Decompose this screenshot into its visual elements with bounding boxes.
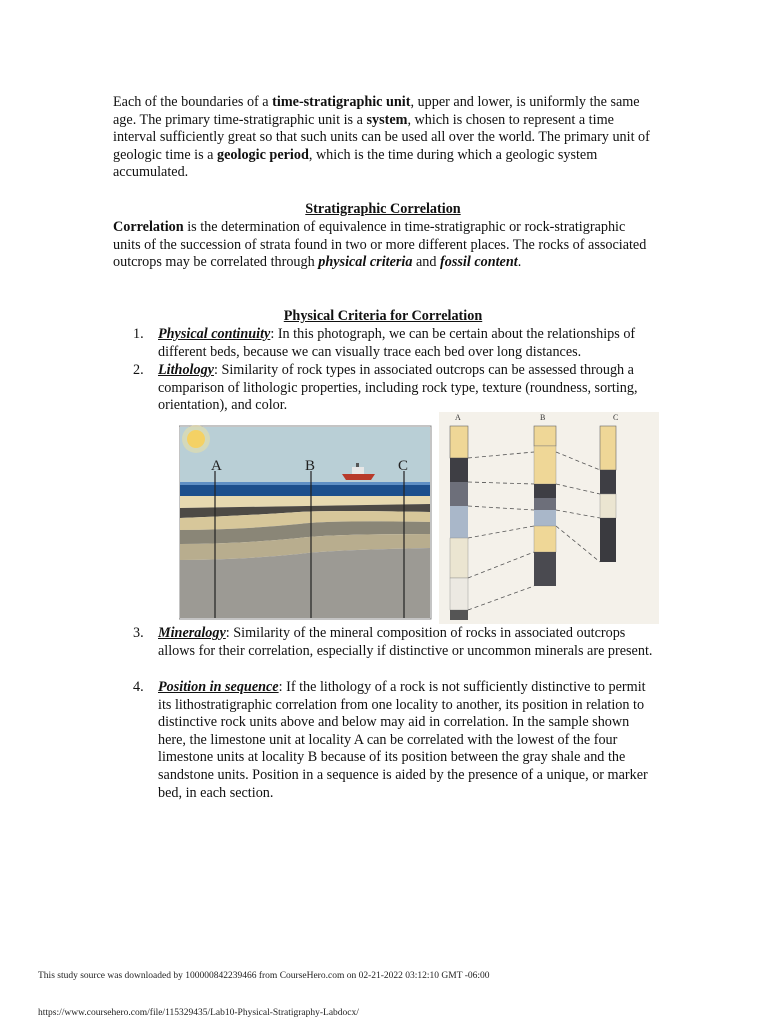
term-system: system [366, 111, 408, 128]
correlation-paragraph [113, 219, 653, 272]
list-item-text: : Similarity of rock types in associated outcrops can be assessed through a comparison of lithologic properties, including rock type, texture (roundness, sorting, orientation), and color. [158, 362, 638, 414]
column-label-c: C [613, 413, 619, 422]
heading-stratigraphic-correlation: Stratigraphic Correlation [305, 201, 461, 217]
term-fossil-content: fossil content [440, 254, 518, 271]
label-a: A [211, 458, 222, 474]
term-geologic-period: geologic period [217, 146, 309, 163]
correlation-text-1: is the determination of equivalence in time-stratigraphic or rock-stratigraphic units of the succession of strata found in two or more different places. The rocks of associated outcrops may be correlated through [113, 219, 647, 271]
term-time-stratigraphic-unit: time-stratigraphic unit [272, 94, 411, 110]
term-mineralogy: Mineralogy [158, 625, 226, 641]
term-correlation: Correlation [113, 219, 184, 235]
heading-physical-criteria: Physical Criteria for Correlation [283, 308, 483, 324]
list-item-text: : Similarity of the mineral composition of rocks in associated outcrops allows for their correlation, especially if distinctive or uncommon minerals are present. [158, 625, 653, 659]
term-position-in-sequence: Position in sequence [158, 679, 279, 695]
column-a [450, 426, 468, 620]
list-number: 4. [133, 679, 144, 695]
label-c: C [398, 458, 409, 474]
column-c [600, 426, 616, 562]
stratigraphy-figure [179, 412, 659, 624]
download-notice: This study source was downloaded by 100000842239466 from CourseHero.com on 02-21-2022 03:12:10 GMT -06:00 [38, 971, 490, 981]
correlation-text-2: and [412, 254, 441, 271]
cross-section-illustration [179, 425, 431, 619]
term-physical-criteria: physical criteria [318, 254, 413, 271]
label-b: B [305, 458, 316, 474]
intro-text-3: , which is chosen to represent a time interval sufficiently great so that such units can be used all over the world. The primary unit of geologic time is a [113, 111, 650, 163]
list-item-text: : In this photograph, we can be certain about the relationships of different beds, because we can visually trace each bed over long distances. [158, 326, 636, 360]
term-physical-continuity: Physical continuity [158, 326, 271, 342]
intro-paragraph [113, 94, 653, 182]
column-label-a: A [455, 413, 461, 422]
term-lithology: Lithology [158, 362, 214, 378]
intro-text-4: , which is the time during which a geologic system accumulated. [113, 146, 598, 181]
intro-text-1: Each of the boundaries of a [113, 94, 273, 110]
source-url: https://www.coursehero.com/file/115329435/Lab10-Physical-Stratigraphy-Labdocx/ [38, 1008, 359, 1018]
list-item-text: : If the lithology of a rock is not sufficiently distinctive to permit its lithostratigraphic correlation from one locality to another, its position in relation to distinctive rock units above and below may aid in correlation. In the sample shown here, the limestone unit at locality A can be correlated with the lowest of the four limestone units at locality B because of its position between the gray shale and the sandstone units. Position in a sequence is aided by the presence of a unique, or marker bed, in each section. [158, 679, 648, 801]
list-number: 2. [133, 362, 144, 378]
column-label-b: B [540, 413, 546, 422]
list-number: 1. [133, 326, 144, 342]
correlation-text-3: . [517, 254, 522, 271]
intro-text-2: , upper and lower, is uniformly the same age. The primary time-stratigraphic unit is a [113, 94, 640, 128]
column-b [534, 426, 556, 586]
correlated-columns-illustration [439, 412, 659, 624]
list-number: 3. [133, 625, 144, 641]
